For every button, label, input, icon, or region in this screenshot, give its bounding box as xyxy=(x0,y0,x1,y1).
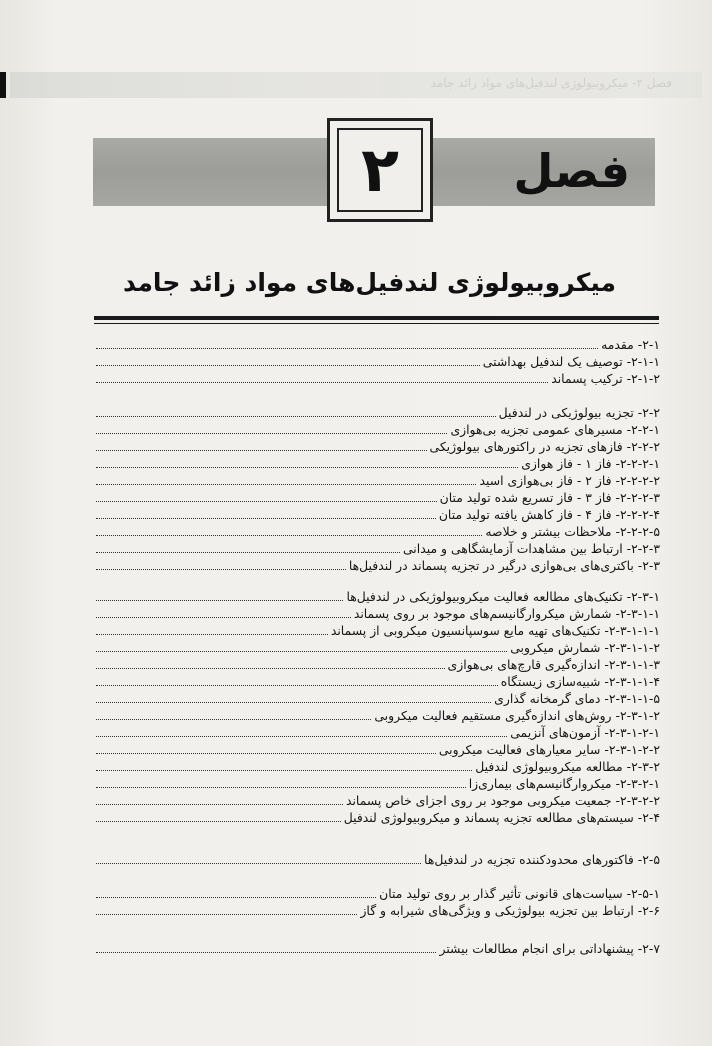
toc-entry xyxy=(96,554,660,574)
toc-entry-title: ۲-۳-۱-۱-۵- دمای گرمخانه گذاری xyxy=(494,691,660,706)
toc-dot-leader xyxy=(96,634,328,635)
toc-entry xyxy=(96,848,660,868)
toc-dot-leader xyxy=(96,702,491,703)
toc-dot-leader xyxy=(96,863,421,864)
chapter-number: ۲ xyxy=(361,133,399,206)
toc-entry-title: ۲-۴- سیستم‌های مطالعه تجزیه پسماند و میکروبیولوژی لندفیل xyxy=(343,810,660,825)
toc-entry-title: ۲-۳-۱-۲-۲- سایر معیارهای فعالیت میکروبی xyxy=(438,742,660,757)
toc-dot-leader xyxy=(96,467,518,468)
toc-entry xyxy=(96,899,660,919)
toc-entry-title: ۲-۲-۲-۲- فاز ۲ - فاز بی‌هوازی اسید xyxy=(479,473,660,488)
toc-entry-title: ۲-۱-۱- توصیف یک لندفیل بهداشتی xyxy=(482,354,660,369)
toc-dot-leader xyxy=(96,484,476,485)
toc-entry-title: ۲-۳-۲-۱- میکروارگانیسم‌های بیماری‌زا xyxy=(468,776,660,791)
toc-entry-title: ۲-۷- پیشنهاداتی برای انجام مطالعات بیشتر xyxy=(439,941,660,956)
toc-entry-title: ۲-۳-۱-۱-۳- اندازه‌گیری قارچ‌های بی‌هوازی xyxy=(447,657,660,672)
toc-entry-title: ۲-۶- ارتباط بین تجزیه بیولوژیکی و ویژگی‌های شیرابه و گاز xyxy=(360,903,660,918)
toc-dot-leader xyxy=(96,501,437,502)
toc-dot-leader xyxy=(96,719,371,720)
toc-entry-title: ۲-۲- تجزیه بیولوژیکی در لندفیل xyxy=(498,405,660,420)
toc-entry-title: ۲-۱-۲- ترکیب پسماند xyxy=(551,371,660,386)
toc-dot-leader xyxy=(96,348,598,349)
toc-dot-leader xyxy=(96,668,445,669)
toc-entry-title: ۲-۳-۱-۲-۱- آزمون‌های آنزیمی xyxy=(510,725,660,740)
toc-entry-title: ۲-۳-۱-۱- شمارش میکروارگانیسم‌های موجود بر روی پسماند xyxy=(353,606,660,621)
chapter-label: فصل xyxy=(513,144,630,198)
running-head-text: فصل ۲- میکروبیولوژی لندفیل‌های مواد زائد جامد xyxy=(430,76,672,90)
toc-dot-leader xyxy=(96,952,436,953)
toc-entry-title: ۲-۱- مقدمه xyxy=(601,337,660,352)
toc-entry-title: ۲-۳-۲- مطالعه میکروبیولوژی لندفیل xyxy=(475,759,660,774)
toc-entry-title: ۲-۲-۲-۱- فاز ۱ - فاز هوازی xyxy=(521,456,660,471)
toc-dot-leader xyxy=(96,914,357,915)
toc-entry-title: ۲-۲-۱- مسیرهای عمومی تجزیه بی‌هوازی xyxy=(450,422,660,437)
toc-dot-leader xyxy=(96,736,507,737)
toc-entry-title: ۲-۵- فاکتورهای محدودکننده تجزیه در لندفیل‌ها xyxy=(424,852,660,867)
toc-entry-title: ۲-۳-۱-۱-۲- شمارش میکروبی xyxy=(510,640,660,655)
toc-dot-leader xyxy=(96,651,507,652)
toc-dot-leader xyxy=(96,600,343,601)
toc-dot-leader xyxy=(96,804,343,805)
toc-entry-title: ۲-۵-۱- سیاست‌های قانونی تأثیر گذار بر روی تولید متان xyxy=(379,886,660,901)
toc-dot-leader xyxy=(96,535,482,536)
toc-entry xyxy=(96,937,660,957)
toc-dot-leader xyxy=(96,821,341,822)
toc-entry-title: ۲-۳-۱- تکنیک‌های مطالعه فعالیت میکروبیولوژیکی در لندفیل‌ها xyxy=(346,589,660,604)
toc-dot-leader xyxy=(96,365,480,366)
toc-dot-leader xyxy=(96,518,436,519)
toc-dot-leader xyxy=(96,770,472,771)
toc-entry-title: ۲-۳-۲-۲- جمعیت میکروبی موجود بر روی اجزای خاص پسماند xyxy=(345,793,660,808)
toc-dot-leader xyxy=(96,416,496,417)
toc-entry-title: ۲-۳-۱-۱-۱- تکنیک‌های تهیه مایع سوسپانسیون میکروبی از پسماند xyxy=(330,623,660,638)
toc-entry-title: ۲-۲-۳- ارتباط بین مشاهدات آزمایشگاهی و میدانی xyxy=(402,541,660,556)
toc-entry xyxy=(96,367,660,387)
toc-entry-title: ۲-۲-۲-۴- فاز ۴ - فاز کاهش یافته تولید متان xyxy=(438,507,660,522)
toc-entry-title: ۲-۳-۱-۱-۴- شبیه‌سازی زیستگاه xyxy=(500,674,660,689)
toc-dot-leader xyxy=(96,787,466,788)
toc-dot-leader xyxy=(96,433,447,434)
toc-entry-title: ۲-۳-۱-۲- روش‌های اندازه‌گیری مستقیم فعالیت میکروبی xyxy=(374,708,660,723)
toc-dot-leader xyxy=(96,753,436,754)
toc-dot-leader xyxy=(96,897,376,898)
chapter-title: میکروبیولوژی لندفیل‌های مواد زائد جامد xyxy=(123,268,616,297)
toc-dot-leader xyxy=(96,382,548,383)
toc-dot-leader xyxy=(96,450,427,451)
toc-dot-leader xyxy=(96,617,351,618)
toc-entry-title: ۲-۲-۲-۳- فاز ۳ - فاز تسریع شده تولید متان xyxy=(439,490,660,505)
toc-entry xyxy=(96,806,660,826)
toc-entry-title: ۲-۲-۲- فازهای تجزیه در راکتورهای بیولوژیکی xyxy=(429,439,660,454)
toc-entry-title: ۲-۲-۲-۵- ملاحظات بیشتر و خلاصه xyxy=(485,524,660,539)
toc-dot-leader xyxy=(96,685,498,686)
toc-dot-leader xyxy=(96,569,346,570)
toc-entry-title: ۲-۳- باکتری‌های بی‌هوازی درگیر در تجزیه پسماند در لندفیل‌ها xyxy=(348,558,660,573)
toc-dot-leader xyxy=(96,552,400,553)
